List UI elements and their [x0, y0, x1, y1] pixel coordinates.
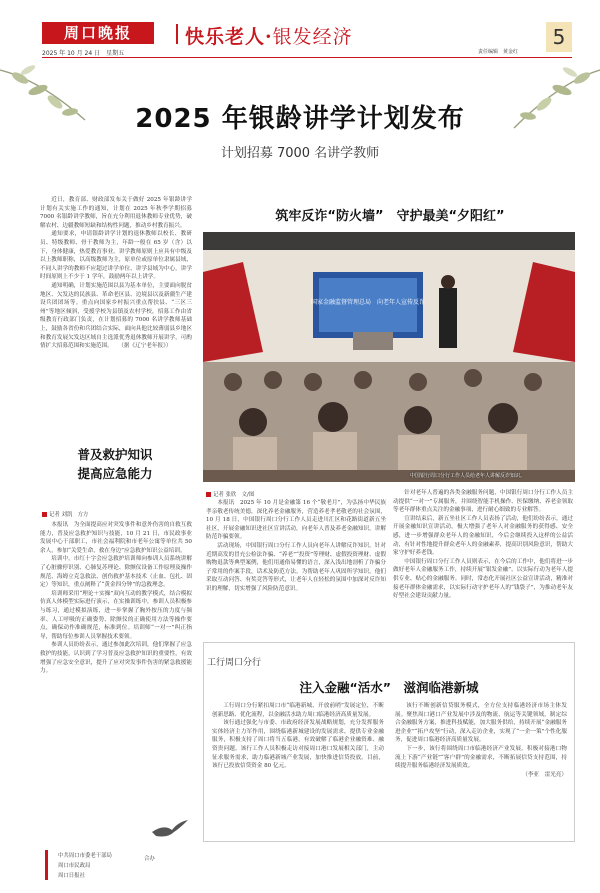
page-number: 5 [546, 22, 572, 52]
antifraud-paragraph: 针对老年人普遍的各类金融服务问题，中国银行周口分行工作人员主动提供“一对一”专属服务，并围绕智能手机操作、医保缴纳、养老金领取等老年群体重点关注的金融事项，进行耐心细致的专业解答。 [393, 490, 573, 514]
bank-signature: （李亚 雷光亮） [522, 771, 567, 778]
antifraud-byline-text: 记者 张欣 文/图 [213, 492, 255, 498]
first-aid-byline [42, 510, 88, 518]
antifraud-byline [206, 490, 254, 498]
photo-caption: 中国银行周口分行工作人员给老年人讲解反诈知识。 [410, 473, 526, 479]
antifraud-paragraph: 宣讲结束后，新五坐社区工作人员表扬了活动，他们纷纷表示，通过开展金融知识宣讲活动，极大增强了老年人对金融服务的获得感、安全感，进一步增强群众老年人的金融知识，今后会继续投入这样的公益活动，有针对性地提升群众老年人的金融素养，提高识别风险意识，帮助大家守护好养老钱。 [393, 515, 573, 557]
bank-paragraph: 下一步，该行将围绕周口市临港经济产业发展，积极对接港口物流上下游“产业链”“客户群”的金融需求，不断拓展信贷支持范围，持续提升服务临港经济发展质效。 [395, 745, 567, 770]
first-aid-article [40, 521, 192, 676]
section-main: 快乐老人 [185, 26, 266, 48]
main-subhead: 计划招募 7000 名讲学教师 [220, 146, 380, 161]
section-title [185, 22, 353, 49]
bank-paragraph: 该行通过强化与市委、市政府经济发展战略规划，充分发挥服务实体经济主力军作用，围绕临港新城建设的发展需求，提供专业金融服务，积极支持了周口将当五临港，有效破解了临港企业融资难、融资贵问题。该行工作人员积极走访对接周口港口发展相关部门，主动征求服务需求，助力临港新城产业发展，加快推进信贷投放。目前，该行已投放信贷资金 80 亿元。 [212, 720, 384, 770]
masthead [0, 0, 600, 58]
bank-article-col1 [212, 702, 384, 771]
newspaper-logo: 周口晚报 [42, 22, 154, 44]
lead-article [40, 196, 192, 351]
credit-line: 周口日报社 [58, 873, 85, 879]
event-photo [203, 232, 575, 482]
first-aid-headline-line2: 提高应急能力 [77, 466, 153, 481]
swallow-icon [150, 818, 190, 840]
first-aid-paragraph: 培训中，市红十字会应急救护培训师向参训人员系统讲解了心脏骤停识别、心肺复苏理论、除颤仪设备工作原理及操作规范、海姆立克急救法、创伤救护基本技术（止血、包扎、固定）等知识，重点阐释了“黄金四分钟”的急救理念。 [40, 556, 192, 589]
bank-headline: 注入金融“活水” 滋润临港新城 [299, 680, 479, 695]
credit-joint: 合办 [144, 856, 155, 862]
byline-marker-icon [42, 512, 47, 517]
bank-paragraph: 工行周口分行紧扣周口市“临港新城、开放前哨”发展定位，不断创新思路、优化流程，以金融活水助力周口临港经济高质量发展。 [212, 703, 384, 718]
antifraud-article-col2 [393, 489, 573, 601]
first-aid-headline-line1: 普及救护知识 [77, 447, 153, 462]
bank-paragraph: 该行不断创新信贷服务模式，全方位支持临港经济市场主体发展。聚焦周口港口产业发展中涉及的物流、航运等关键领域，制定综合金融服务方案，推进科技赋能，加大服务供给，持续开展“金融服务进企业”“拓户攻坚”行动，深入走访企业，实现了“一企一策”个性化服务，促进周口临港经济高质量发展。 [395, 703, 567, 744]
credits-mark-icon [40, 850, 54, 880]
main-headline: 2025 年银龄讲学计划发布 [135, 104, 465, 134]
section-divider [176, 24, 178, 44]
event-photo-illustration [203, 232, 575, 482]
antifraud-paragraph: 活动现场，中国银行周口分行工作人员向老年人讲解反诈知识。针对近期高发的冒充公检法诈骗、“养老”“投资”等理财、虚假投资理财、虚假购物退款等典型案例，他们用通俗易懂的语言，深入浅出地剖析了诈骗分子常用的作案手段，话术及防范方法。为帮助老年人巩固所学知识，他们采取互动问答、有奖竞答等形式，让老年人在轻松的氛围中加深对反诈知识的理解，切实增强了风险防范意识。 [206, 542, 386, 592]
first-aid-paragraph: 本报讯 为全面提高应对突发事件和意外伤害的自救互救能力，普及应急救护知识与技能，10 月 21 日，市民政事业发展中心干部职工，市社会福利院和市老年公寓等单位共 50 余人，参加“关爱生命，救在身边”应急救护知识公益培训。 [40, 522, 192, 554]
header-rule [42, 57, 572, 58]
byline-marker-icon [206, 492, 211, 497]
credit-line: 中共周口市委老干部局 [58, 853, 112, 859]
antifraud-article-col1 [206, 499, 386, 594]
antifraud-paragraph: 中国银行周口分行工作人员则表示，在今后的工作中，他们将进一步做好老年人金融服务工作，持续开展“银发金融”，以实际行动为老年人提供专业、贴心的金融服务。同时，常态化开展社区公益宣讲活动，精准对接老年群体金融需求，以实际行动守护老年人的“钱袋子”，为推动老年友好型社会建设贡献力量。 [393, 558, 573, 600]
bank-article-col2 [395, 702, 567, 779]
lead-paragraph: 通知明确，计划实施范围以县为基本单位，主要面向脱贫地区、欠发达的民族县、革命老区县、边境县以及新疆生产建设兵团团场等。重点向国家乡村振兴重点帮扶县、“三区三州”等地区倾斜，受援学校为县镇及农村学校，招募工作由省级教育行政部门负责，在计划招募的 7000 名讲学教师基础上，鼓励各省份和兵团结合实际，面向具他比较薄弱县乡地区和教育发展欠发达区域自主选派优秀退休教师开展讲学，可酌情扩大招募范围和实施范围。 （据《辽宁老年报》） [40, 282, 192, 350]
first-aid-headline [40, 445, 190, 483]
editor-credit: 责任编辑 黄金红 [478, 49, 519, 55]
slide-text: 国家金融监督管理总局 向老年人宣传反诈 [310, 299, 426, 306]
credit-line: 周口市民政局 [58, 863, 91, 869]
section-sub: 银发经济 [272, 26, 353, 48]
bank-kicker: 工行周口分行 [207, 658, 262, 668]
first-aid-paragraph: 参训人员纷纷表示，通过参加此次培训，他们掌握了应急救护的技能，认识到了学习普及应急救护知识的重要性，有效增强了应急安全意识，提升了应对突发事件伤害的紧急救援能力。 [40, 642, 192, 675]
issue-date: 2025 年 10 月 24 日 星期五 [42, 50, 125, 57]
first-aid-byline-text: 记者 刘凯 方方 [49, 512, 89, 518]
lead-paragraph: 通知要求，申请银龄讲学计划的退休教师以校长、教研员、特级教师、骨干教师为主，年龄一般在 65 岁（含）以下，身体健康，热爱教育事业。讲学教师原则上应具有中级及以上教师职称，以高级教师为主，原单位或原单位隶属县域，不同人讲学的教师不应超过讲学单位、讲学县域为中心，讲学时间原则上不少于 1 学年，鼓励两年以上讲学。 [40, 231, 192, 281]
first-aid-paragraph: 培训师采用“理论＋实操”双向互动的教学模式，结合模拟仿真人体模型实际进行演示，在实操训练中，参训人员积极参与练习，通过模拟演练，进一步掌握了胸外按压的力度与频率、人工呼吸的正确姿势、除颤仪的正确使用方法等操作要点，确保动作准确规范，标准到位。培训师“一对一”纠正指导，帮助每位参训人员掌握技术要领。 [40, 590, 192, 640]
lead-paragraph: 近日，教育部、财政部发布关于做好 2025 年银龄讲学计划有关实施工作的通知，计划在 2025 年秋季学期招募 7000 名银龄讲学教师，旨在充分利用退休教师专业优势，破解农村、边疆教师短缺和结构性问题，推动乡村教育振兴。 [40, 197, 192, 229]
antifraud-paragraph: 本报讯 2025 年 10 月是金融第 16 个“敬老月”，为弘扬中华民族孝亲敬老传统美德，深化养老金融服务，营造养老孝老敬老的社会氛围，10 月 18 日，中国银行周口分行工作人员走进川汇区和花路街道新五坐社区，开展金融知识进社区宣讲活动，向老年人普及养老金融知识，讲解防范诈骗要领。 [206, 500, 386, 541]
section-separator: · [265, 26, 273, 48]
photo-headline: 筑牢反诈“防火墙” 守护最美“夕阳红” [275, 209, 505, 224]
